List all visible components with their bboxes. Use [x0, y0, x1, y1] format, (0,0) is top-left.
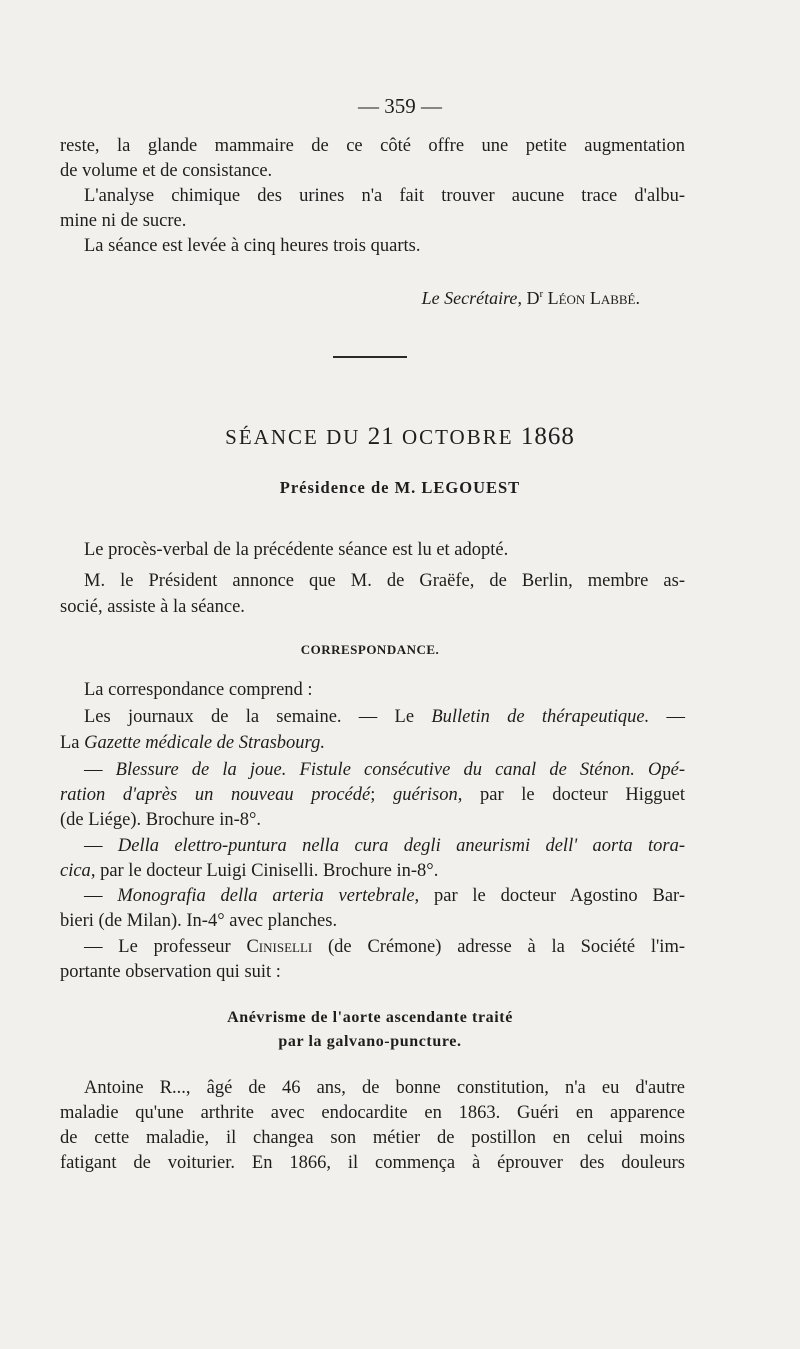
text-line: portante observation qui suit : — [60, 962, 281, 982]
section-divider — [333, 356, 407, 358]
signature-separator: , — [517, 288, 527, 308]
text-run: ration d'après un nouveau procédé — [60, 785, 371, 805]
text-run: Les journaux de la semaine. — Le — [84, 707, 432, 727]
text-line — [60, 859, 685, 883]
seance-heading — [0, 423, 800, 451]
signature-role: Le Secrétaire — [421, 288, 518, 308]
text-run: Bulletin de thérapeutique. — [431, 707, 650, 727]
text-line: L'analyse chimique des urines n'a fait trouver aucune trace d'albu- — [84, 186, 685, 206]
text-line: de volume et de consistance. — [60, 161, 273, 181]
signature-title: D — [526, 288, 540, 308]
text-run: Monografia della arteria vertebrale — [117, 886, 415, 906]
text-line — [84, 884, 685, 908]
seance-month: OCTOBRE — [394, 425, 521, 449]
text-line: socié, assiste à la séance. — [60, 597, 245, 617]
text-run: — — [84, 760, 116, 780]
text-run: — — [649, 707, 685, 727]
presidence-heading: Présidence de M. LEGOUEST — [279, 478, 521, 497]
text-run: cica — [60, 861, 91, 881]
seance-day: 21 — [367, 423, 395, 450]
text-line — [84, 935, 685, 959]
text-line: fatigant de voiturier. En 1866, il commença à éprouver des douleurs — [60, 1153, 685, 1173]
text-run: Ciniselli — [246, 937, 313, 957]
signature-title-sup: r — [539, 288, 544, 300]
seance-year: 1868 — [520, 423, 575, 450]
text-line: bieri (de Milan). In-4° avec planches. — [60, 911, 338, 931]
text-line — [60, 783, 685, 807]
text-line — [60, 731, 685, 755]
text-run: , par le docteur Higguet — [457, 785, 686, 805]
text-run: — — [84, 886, 118, 906]
text-run: Della elettro-puntura nella cura degli aneurismi dell' aorta tora- — [117, 836, 685, 856]
text-run: — — [84, 836, 118, 856]
signature — [422, 282, 640, 310]
text-line: mine ni de sucre. — [60, 211, 187, 231]
text-run: ; — [370, 785, 393, 805]
text-line: (de Liége). Brochure in-8°. — [60, 810, 262, 830]
text-line: M. le Président annonce que M. de Graëfe, de Berlin, membre as- — [84, 571, 685, 591]
text-line: La correspondance comprend : — [84, 680, 313, 700]
text-line — [84, 705, 685, 729]
text-line: reste, la glande mammaire de ce côté offre une petite augmentation — [60, 136, 685, 156]
text-line — [84, 834, 685, 858]
page-number: — 359 — — [358, 94, 442, 118]
text-run: — Le professeur — [84, 937, 247, 957]
text-run: (de Crémone) adresse à la Société l'im- — [312, 937, 685, 957]
correspondance-heading: CORRESPONDANCE. — [300, 642, 440, 657]
text-run: guérison — [393, 785, 458, 805]
article-title-line: par la galvano-puncture. — [278, 1033, 462, 1050]
seance-prefix: SÉANCE DU — [225, 425, 368, 449]
text-run: , par le docteur Agostino Bar- — [414, 886, 685, 906]
text-line: La séance est levée à cinq heures trois quarts. — [84, 236, 421, 256]
text-run: Gazette médicale de Strasbourg. — [84, 733, 325, 753]
text-run: La — [60, 733, 85, 753]
text-line: de cette maladie, il changea son métier de postillon en celui moins — [60, 1128, 685, 1148]
text-line: Le procès-verbal de la précédente séance est lu et adopté. — [84, 540, 509, 560]
text-line: Antoine R..., âgé de 46 ans, de bonne constitution, n'a eu d'autre — [84, 1078, 685, 1098]
text-run: Blessure de la joue. Fistule consécutive du canal de Sténon. Opé- — [115, 760, 685, 780]
signature-name: Léon Labbé. — [547, 288, 640, 308]
text-run: , par le docteur Luigi Ciniselli. Brochure in-8°. — [90, 861, 439, 881]
text-line: maladie qu'une arthrite avec endocardite en 1863. Guéri en apparence — [60, 1103, 685, 1123]
text-line — [84, 758, 685, 782]
article-title-line: Anévrisme de l'aorte ascendante traité — [227, 1009, 513, 1026]
